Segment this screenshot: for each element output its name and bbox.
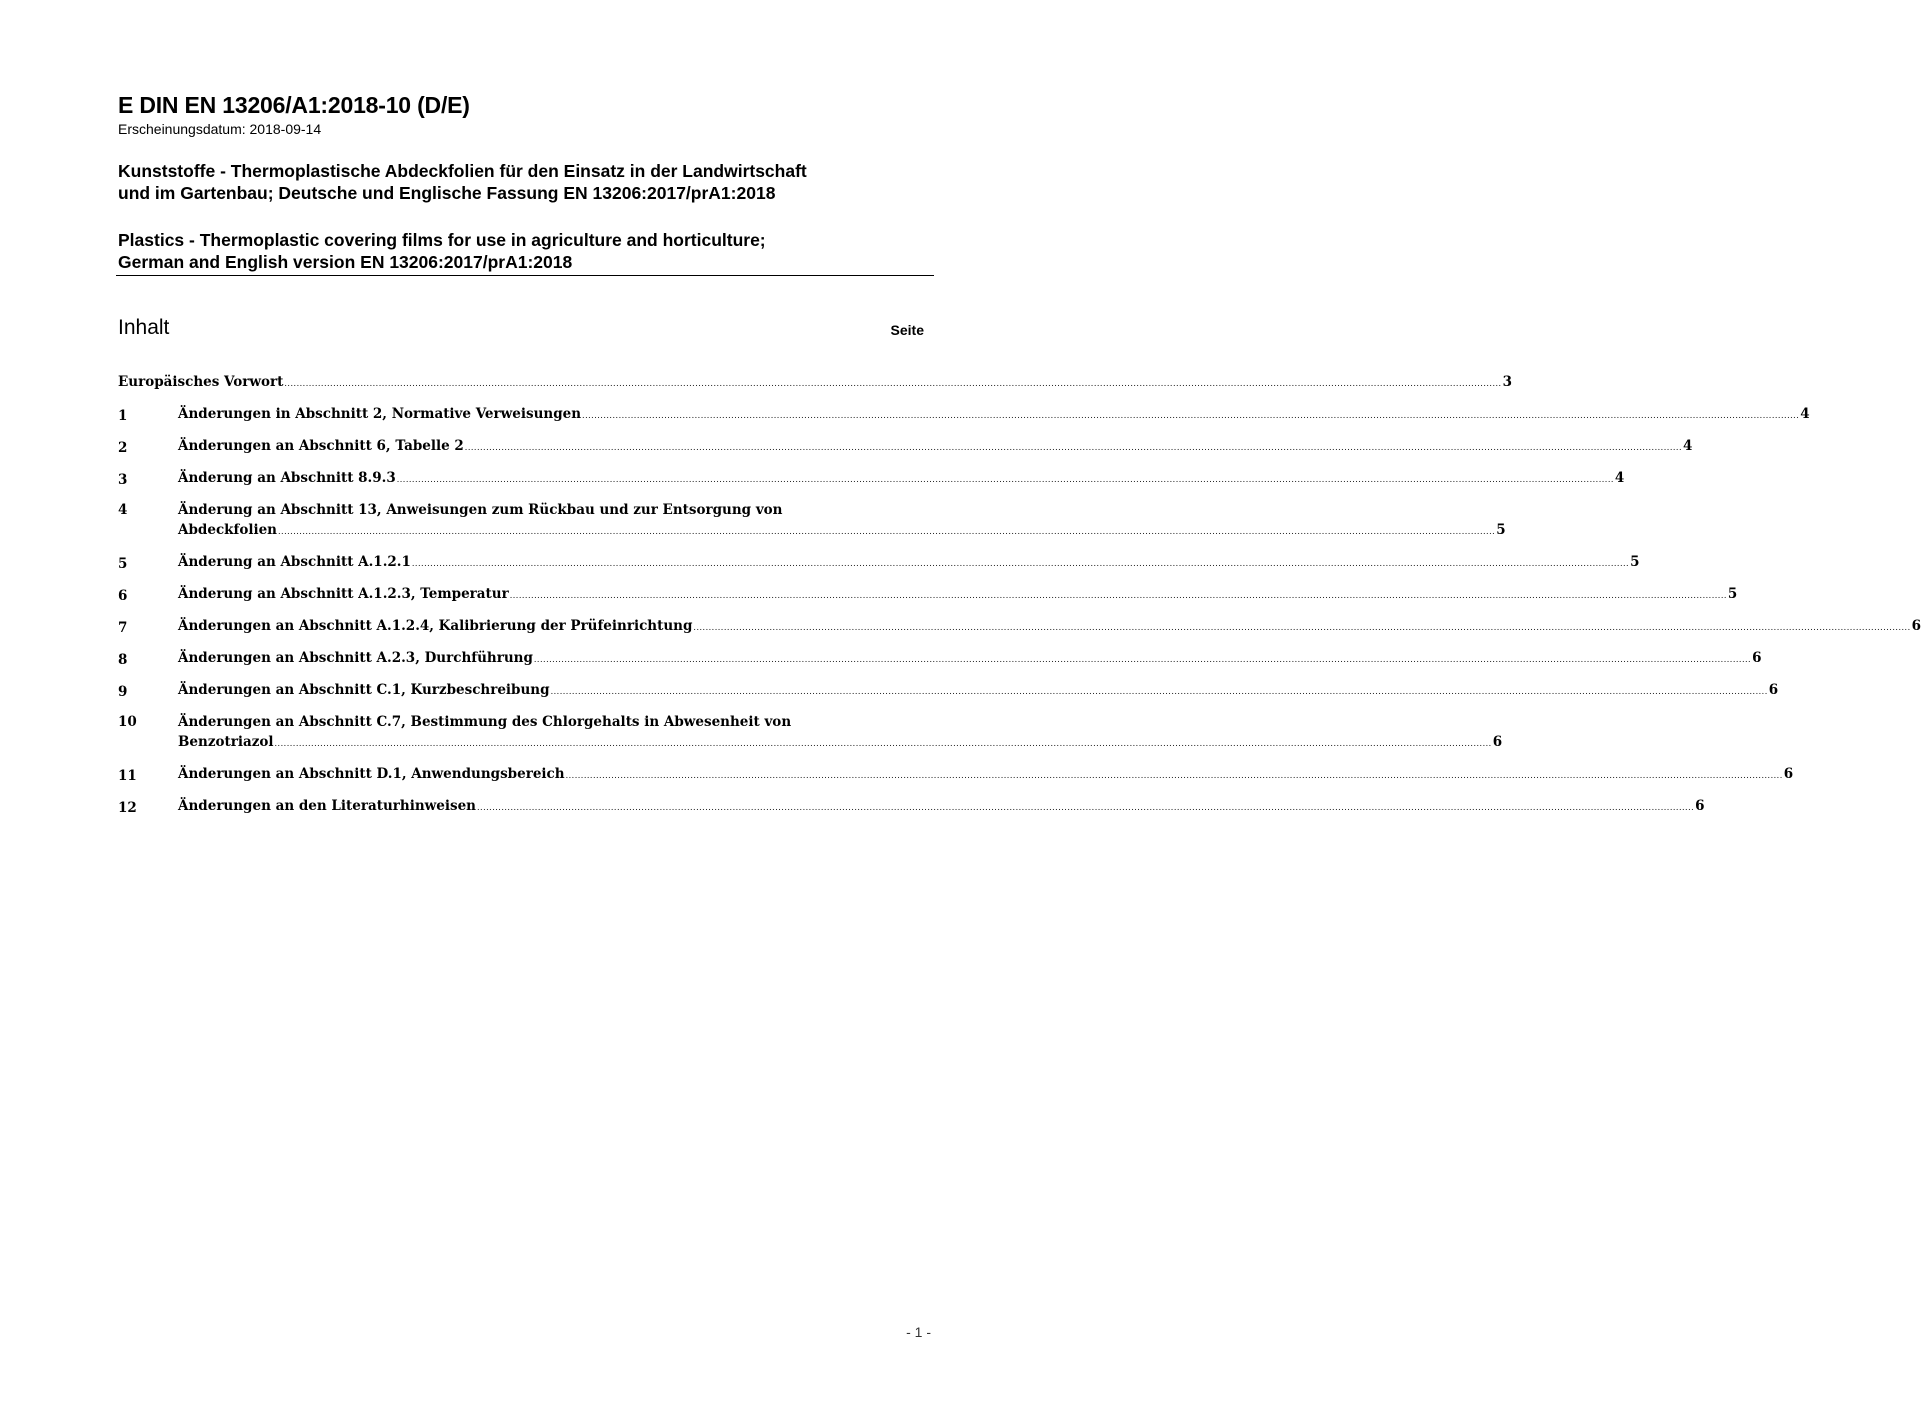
document-id: E DIN EN 13206/A1:2018-10 (D/E) bbox=[118, 92, 470, 118]
dot-leader: ................................................................................................................................................................................................................................................................................................................................................................................................................ bbox=[533, 655, 1752, 664]
title-german-line-2: und im Gartenbau; Deutsche und Englische Fassung EN 13206:2017/prA1:2018 bbox=[118, 183, 776, 203]
page-number: - 1 - bbox=[906, 1324, 931, 1340]
dot-leader: ................................................................................................................................................................................................................................................................................................................................................................................................................ bbox=[550, 687, 1768, 696]
toc-entry[interactable] bbox=[118, 584, 1738, 606]
toc-entry-page: 4 bbox=[1682, 438, 1693, 454]
title-english bbox=[118, 229, 938, 273]
toc-entry-page: 5 bbox=[1630, 554, 1640, 570]
toc-entry-page: 4 bbox=[1800, 406, 1810, 422]
title-english-line-1: Plastics - Thermoplastic covering films for use in agriculture and horticulture; bbox=[118, 230, 766, 250]
toc-entry-text: Änderung an Abschnitt 13, Anweisungen zum Rückbau und zur Entsorgung von bbox=[178, 502, 783, 518]
publication-date: Erscheinungsdatum: 2018-09-14 bbox=[118, 121, 322, 137]
toc-heading: Inhalt bbox=[118, 316, 170, 339]
toc-entry-page: 5 bbox=[1496, 522, 1506, 538]
toc-entry-text: Änderungen an Abschnitt 6, Tabelle 2 bbox=[178, 438, 464, 454]
toc-entry-number: 1 bbox=[118, 408, 128, 424]
toc-entry-text: Europäisches Vorwort bbox=[118, 374, 284, 390]
toc-entry[interactable] bbox=[118, 680, 1779, 702]
dot-leader: ................................................................................................................................................................................................................................................................................................................................................................................................................ bbox=[464, 443, 1682, 452]
toc-entry-number: 4 bbox=[118, 502, 128, 518]
toc-entry-page: 6 bbox=[1768, 682, 1779, 698]
toc-page-column-label: Seite bbox=[890, 322, 924, 338]
toc-entry[interactable] bbox=[118, 404, 1810, 426]
header-divider bbox=[116, 275, 934, 276]
toc-entry-number: 9 bbox=[118, 684, 128, 700]
toc-entry-page: 4 bbox=[1614, 470, 1625, 486]
toc-entry[interactable] bbox=[118, 468, 1625, 490]
title-german-line-1: Kunststoffe - Thermoplastische Abdeckfolien für den Einsatz in der Landwirtschaft bbox=[118, 161, 807, 181]
toc-entry-text: Änderungen an Abschnitt D.1, Anwendungsbereich bbox=[178, 766, 565, 782]
toc-entry-number: 5 bbox=[118, 556, 128, 572]
toc-entry[interactable] bbox=[118, 796, 1705, 818]
toc-entry-number: 7 bbox=[118, 620, 128, 636]
toc-entry-text: Änderung an Abschnitt A.1.2.1 bbox=[178, 554, 411, 570]
title-german bbox=[118, 160, 938, 204]
dot-leader: ................................................................................................................................................................................................................................................................................................................................................................................................................ bbox=[582, 411, 1800, 420]
dot-leader: ................................................................................................................................................................................................................................................................................................................................................................................................................ bbox=[274, 739, 1492, 748]
dot-leader: ................................................................................................................................................................................................................................................................................................................................................................................................................ bbox=[411, 559, 1630, 568]
toc-entry[interactable] bbox=[118, 712, 1503, 754]
toc-entry-number: 12 bbox=[118, 800, 137, 816]
toc-entry-text: Änderungen in Abschnitt 2, Normative Verweisungen bbox=[178, 406, 582, 422]
toc-entry-text: Änderungen an Abschnitt A.1.2.4, Kalibrierung der Prüfeinrichtung bbox=[178, 618, 693, 634]
toc-entry-number: 6 bbox=[118, 588, 128, 604]
toc-entry-number: 11 bbox=[118, 768, 137, 784]
toc-entry-text-continued: Abdeckfolien bbox=[178, 522, 277, 538]
toc-entry-page: 6 bbox=[1783, 766, 1794, 782]
toc-entry-foreword[interactable] bbox=[118, 372, 1512, 394]
toc-entry-page: 3 bbox=[1502, 374, 1512, 390]
toc-entry-number: 8 bbox=[118, 652, 128, 668]
toc-entry[interactable] bbox=[118, 552, 1640, 574]
dot-leader: ................................................................................................................................................................................................................................................................................................................................................................................................................ bbox=[693, 623, 1911, 632]
toc-entry-number: 10 bbox=[118, 714, 137, 730]
toc-entry-text-continued: Benzotriazol bbox=[178, 734, 274, 750]
dot-leader: ................................................................................................................................................................................................................................................................................................................................................................................................................ bbox=[476, 803, 1695, 812]
table-of-contents bbox=[118, 372, 1921, 818]
toc-entry-text: Änderungen an Abschnitt C.1, Kurzbeschreibung bbox=[178, 682, 550, 698]
toc-entry[interactable] bbox=[118, 648, 1762, 670]
dot-leader: ................................................................................................................................................................................................................................................................................................................................................................................................................ bbox=[278, 527, 1496, 536]
dot-leader: ................................................................................................................................................................................................................................................................................................................................................................................................................ bbox=[396, 475, 1614, 484]
toc-entry-text: Änderung an Abschnitt A.1.2.3, Temperatur bbox=[178, 586, 509, 602]
title-english-line-2: German and English version EN 13206:2017/prA1:2018 bbox=[118, 252, 573, 272]
toc-entry[interactable] bbox=[118, 616, 1921, 638]
toc-entry-number: 3 bbox=[118, 472, 128, 488]
toc-entry-text: Änderungen an Abschnitt A.2.3, Durchführung bbox=[178, 650, 533, 666]
toc-entry[interactable] bbox=[118, 500, 1506, 542]
toc-entry-text: Änderungen an den Literaturhinweisen bbox=[178, 798, 476, 814]
toc-entry-page: 5 bbox=[1727, 586, 1738, 602]
toc-entry[interactable] bbox=[118, 764, 1794, 786]
dot-leader: ................................................................................................................................................................................................................................................................................................................................................................................................................ bbox=[509, 591, 1727, 600]
toc-entry-page: 6 bbox=[1492, 734, 1503, 750]
toc-entry-page: 6 bbox=[1695, 798, 1705, 814]
dot-leader: ................................................................................................................................................................................................................................................................................................................................................................................................................ bbox=[284, 379, 1502, 388]
toc-entry-text: Änderungen an Abschnitt C.7, Bestimmung des Chlorgehalts in Abwesenheit von bbox=[178, 714, 792, 730]
toc-entry[interactable] bbox=[118, 436, 1693, 458]
toc-entry-page: 6 bbox=[1752, 650, 1762, 666]
dot-leader: ................................................................................................................................................................................................................................................................................................................................................................................................................ bbox=[565, 771, 1783, 780]
toc-entry-text: Änderung an Abschnitt 8.9.3 bbox=[178, 470, 396, 486]
toc-entry-number: 2 bbox=[118, 440, 128, 456]
toc-entry-page: 6 bbox=[1911, 618, 1921, 634]
